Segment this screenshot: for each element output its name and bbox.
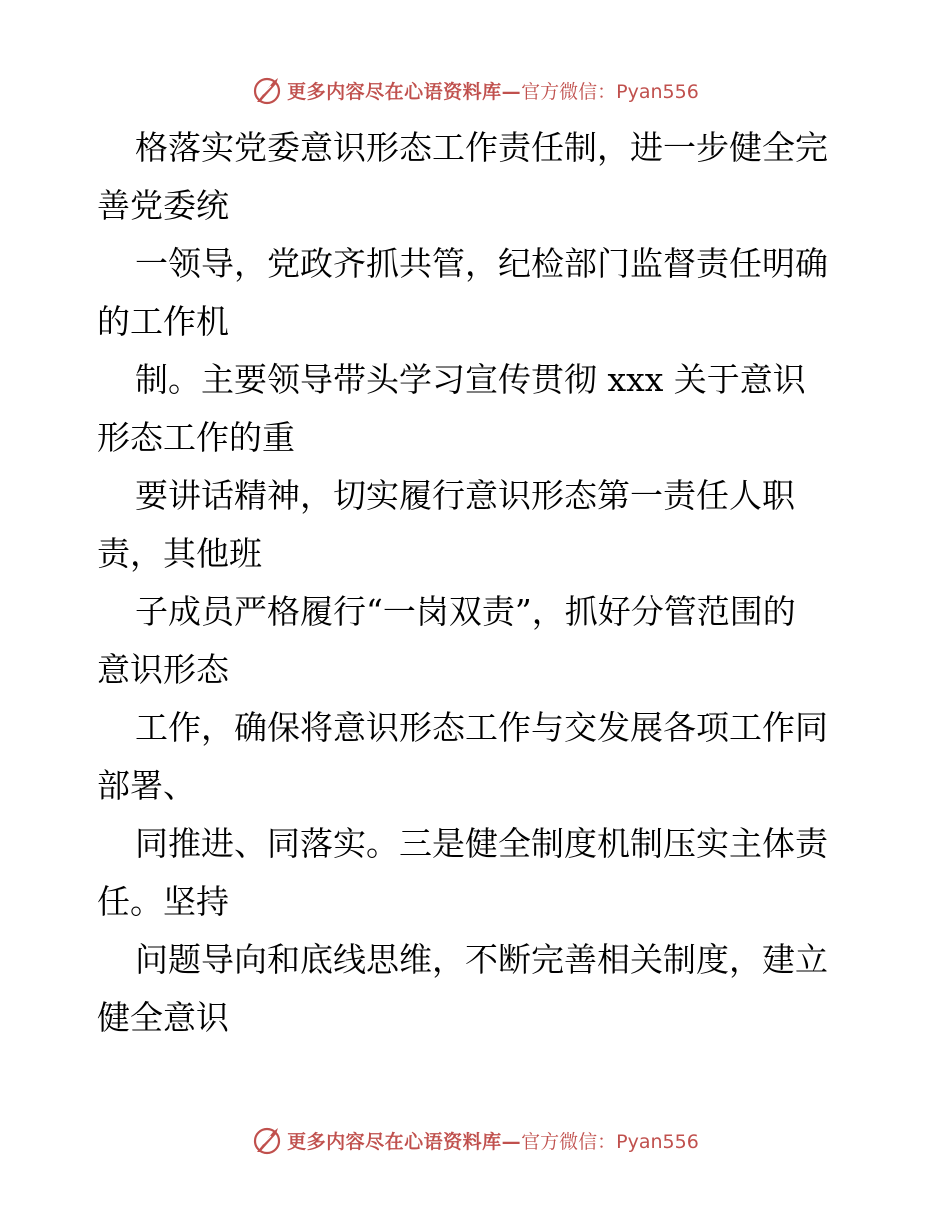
paragraph-line: 问题导向和底线思维，不断完善相关制度，建立 (135, 940, 828, 979)
paragraph-line: 的工作机 (97, 302, 229, 341)
paragraph-line: 要讲话精神，切实履行意识形态第一责任人职 (135, 476, 795, 515)
header-wechat-text: 官方微信：Pyan556 (521, 80, 699, 103)
paragraph-line: 形态工作的重 (97, 418, 295, 457)
paragraph-line: 健全意识 (97, 998, 229, 1037)
quill-pen-logo-icon (251, 1124, 283, 1156)
paragraph-line: 同推进、同落实。三是健全制度机制压实主体责 (135, 824, 828, 863)
paragraph-line: 任。坚持 (97, 882, 229, 921)
header-banner-text: 更多内容尽在心语资料库— (287, 80, 522, 103)
footer-banner (0, 1120, 950, 1160)
header-banner (0, 70, 950, 110)
quill-pen-logo-icon (251, 74, 283, 106)
paragraph-line: 意识形态 (97, 650, 229, 689)
paragraph-line: 制。主要领导带头学习宣传贯彻 xxx 关于意识 (135, 360, 806, 399)
footer-wechat-text: 官方微信：Pyan556 (521, 1130, 699, 1153)
paragraph-line: 格落实党委意识形态工作责任制，进一步健全完 (135, 128, 828, 167)
document-body (97, 119, 857, 1047)
paragraph-line: 工作，确保将意识形态工作与交发展各项工作同 (135, 708, 828, 747)
paragraph-line: 一领导，党政齐抓共管，纪检部门监督责任明确 (135, 244, 828, 283)
paragraph-line: 责，其他班 (97, 534, 262, 573)
paragraph-line: 子成员严格履行“一岗双责”，抓好分管范围的 (135, 592, 796, 631)
footer-banner-text: 更多内容尽在心语资料库— (287, 1130, 522, 1153)
paragraph-line: 部署、 (97, 766, 196, 805)
paragraph-line: 善党委统 (97, 186, 229, 225)
